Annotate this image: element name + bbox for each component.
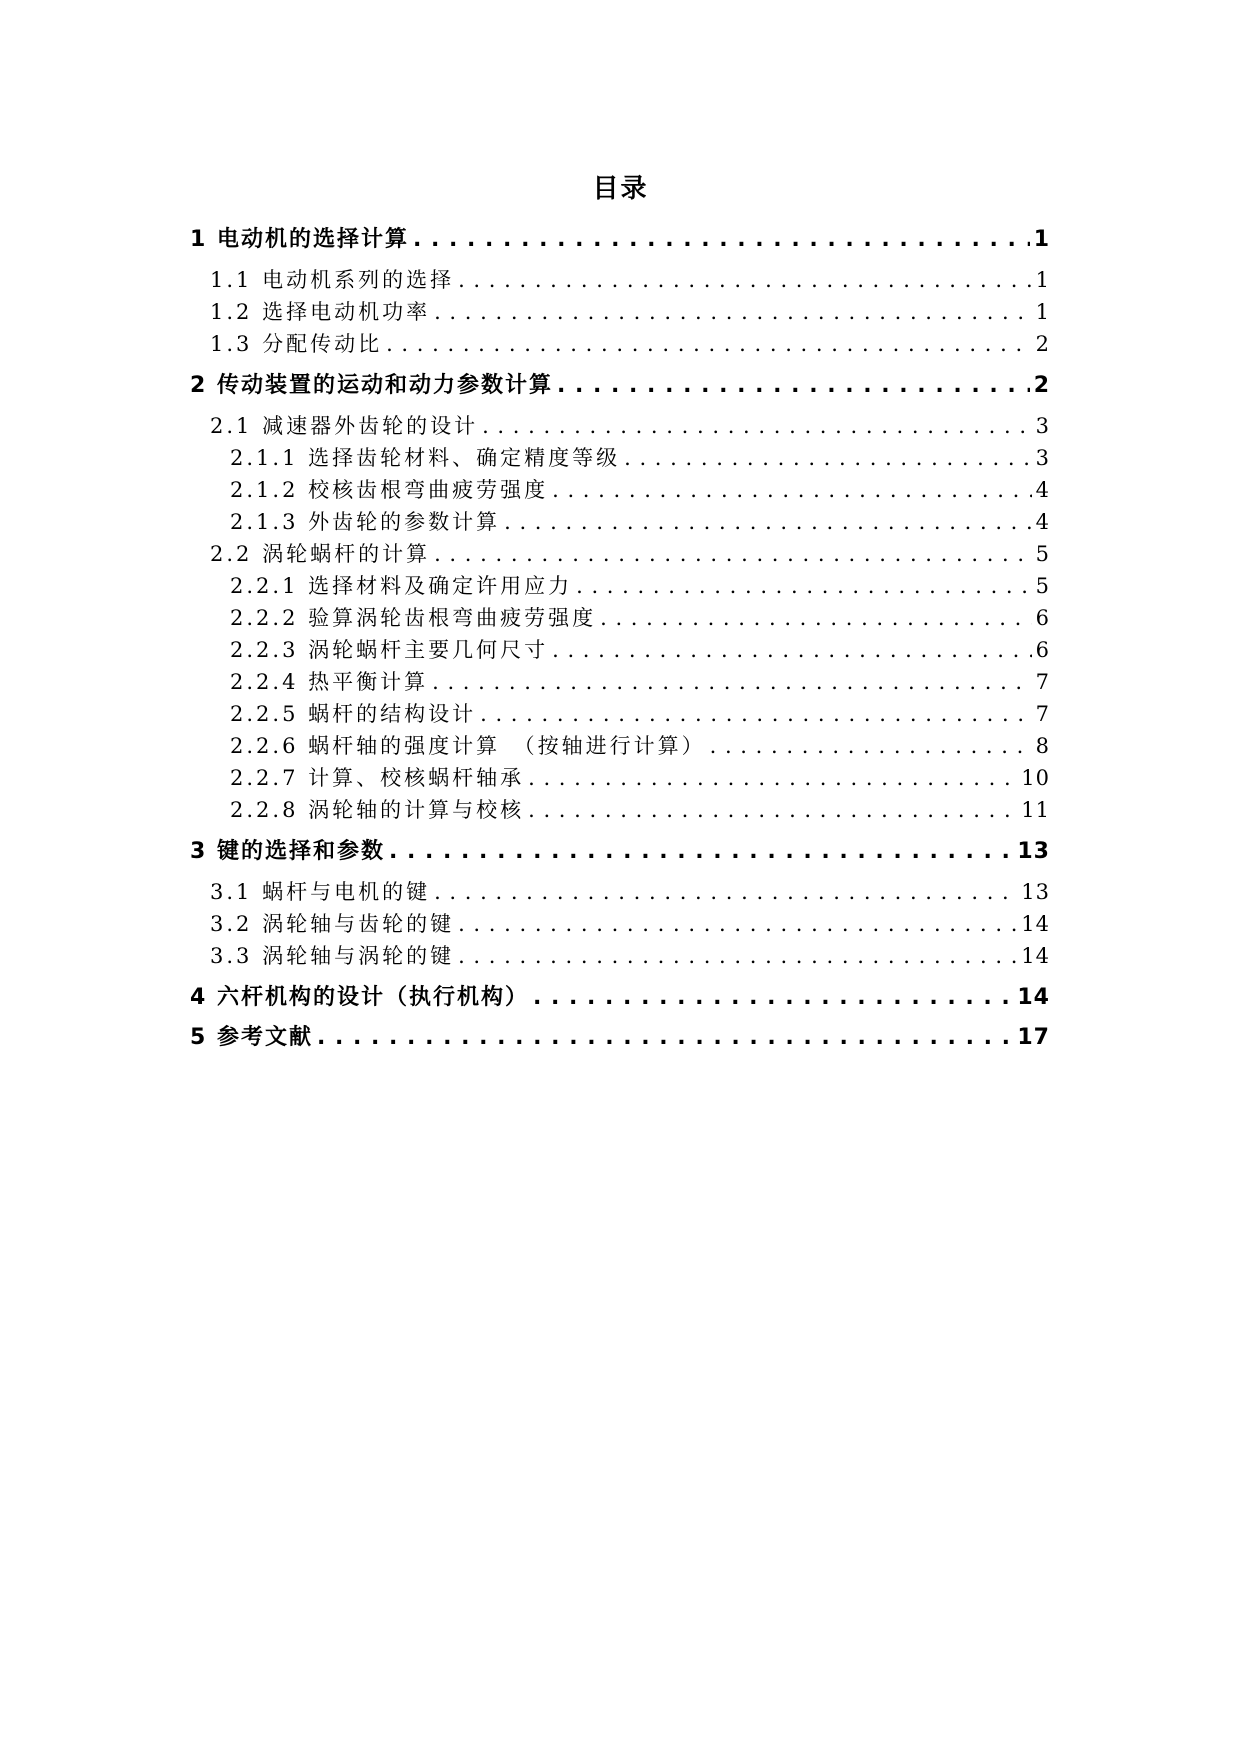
toc-page-number: 4 [1035, 510, 1050, 534]
dot-leader [528, 762, 1017, 794]
toc-entry-label: 3.3 涡轮轴与涡轮的键 [210, 944, 455, 968]
table-of-contents [190, 220, 1050, 1058]
dot-leader [434, 876, 1017, 908]
toc-entry[interactable] [190, 1018, 1050, 1058]
dot-leader [557, 366, 1030, 406]
toc-entry[interactable] [190, 366, 1050, 406]
toc-entry[interactable] [190, 978, 1050, 1018]
toc-page-number: 2 [1035, 332, 1050, 356]
toc-entry-label: 2.2.7 计算、校核蜗杆轴承 [230, 766, 525, 790]
toc-entry[interactable] [190, 908, 1050, 940]
toc-page-number: 3 [1035, 414, 1050, 438]
toc-entry-label: 1 电动机的选择计算 [190, 227, 409, 252]
dot-leader [434, 296, 1032, 328]
toc-entry-label: 1.2 选择电动机功率 [210, 300, 431, 324]
toc-entry-label: 2.2.8 涡轮轴的计算与校核 [230, 798, 525, 822]
toc-entry-label: 2.2 涡轮蜗杆的计算 [210, 542, 431, 566]
toc-entry-label: 3 键的选择和参数 [190, 839, 385, 864]
dot-leader [458, 940, 1017, 972]
toc-entry-label: 2.1.1 选择齿轮材料、确定精度等级 [230, 446, 621, 470]
toc-entry[interactable] [190, 570, 1050, 602]
toc-page-number: 1 [1035, 268, 1050, 292]
toc-page-number: 1 [1033, 227, 1050, 252]
dot-leader [458, 264, 1032, 296]
toc-entry[interactable] [190, 264, 1050, 296]
toc-entry-label: 1.3 分配传动比 [210, 332, 383, 356]
toc-page-number: 7 [1035, 670, 1050, 694]
toc-page-number: 4 [1035, 478, 1050, 502]
toc-page-number: 11 [1021, 798, 1050, 822]
toc-entry[interactable] [190, 666, 1050, 698]
toc-page-number: 5 [1035, 542, 1050, 566]
toc-entry-label: 2.2.5 蜗杆的结构设计 [230, 702, 477, 726]
toc-page-number: 2 [1033, 373, 1050, 398]
toc-page-number: 13 [1017, 839, 1050, 864]
dot-leader [576, 570, 1032, 602]
toc-page-number: 3 [1035, 446, 1050, 470]
toc-entry[interactable] [190, 538, 1050, 570]
dot-leader [317, 1018, 1013, 1058]
toc-entry-label: 2.2.6 蜗杆轴的强度计算 （按轴进行计算） [230, 734, 706, 758]
dot-leader [528, 794, 1017, 826]
toc-page-number: 5 [1035, 574, 1050, 598]
toc-entry[interactable] [190, 410, 1050, 442]
toc-entry-label: 2.2.4 热平衡计算 [230, 670, 429, 694]
dot-leader [600, 602, 1032, 634]
toc-entry[interactable] [190, 634, 1050, 666]
dot-leader [552, 634, 1032, 666]
toc-page-number: 6 [1035, 638, 1050, 662]
toc-entry-label: 2.2.2 验算涡轮齿根弯曲疲劳强度 [230, 606, 597, 630]
toc-entry[interactable] [190, 832, 1050, 872]
toc-entry[interactable] [190, 698, 1050, 730]
dot-leader [480, 698, 1032, 730]
dot-leader [386, 328, 1032, 360]
dot-leader [389, 832, 1013, 872]
toc-entry-label: 3.1 蜗杆与电机的键 [210, 880, 431, 904]
toc-entry[interactable] [190, 506, 1050, 538]
toc-page-number: 6 [1035, 606, 1050, 630]
toc-entry-label: 2.1.3 外齿轮的参数计算 [230, 510, 501, 534]
toc-entry[interactable] [190, 602, 1050, 634]
dot-leader [482, 410, 1032, 442]
toc-entry[interactable] [190, 220, 1050, 260]
toc-entry-label: 1.1 电动机系列的选择 [210, 268, 455, 292]
toc-entry[interactable] [190, 940, 1050, 972]
toc-entry[interactable] [190, 876, 1050, 908]
dot-leader [432, 666, 1032, 698]
toc-page-number: 14 [1021, 912, 1050, 936]
toc-page-number: 7 [1035, 702, 1050, 726]
toc-entry-label: 5 参考文献 [190, 1025, 313, 1050]
toc-entry-label: 2.1 减速器外齿轮的设计 [210, 414, 479, 438]
toc-entry[interactable] [190, 296, 1050, 328]
toc-entry[interactable] [190, 730, 1050, 762]
toc-entry-label: 2.2.1 选择材料及确定许用应力 [230, 574, 573, 598]
dot-leader [624, 442, 1032, 474]
toc-entry-label: 4 六杆机构的设计（执行机构） [190, 985, 529, 1010]
toc-page-number: 17 [1017, 1025, 1050, 1050]
toc-page-number: 13 [1021, 880, 1050, 904]
toc-page-number: 10 [1021, 766, 1050, 790]
dot-leader [533, 978, 1013, 1018]
toc-entry[interactable] [190, 442, 1050, 474]
toc-entry[interactable] [190, 328, 1050, 360]
toc-entry[interactable] [190, 474, 1050, 506]
toc-entry-label: 2 传动装置的运动和动力参数计算 [190, 373, 553, 398]
toc-page-number: 8 [1035, 734, 1050, 758]
dot-leader [413, 220, 1030, 260]
toc-entry[interactable] [190, 762, 1050, 794]
toc-page-number: 14 [1021, 944, 1050, 968]
toc-entry-label: 3.2 涡轮轴与齿轮的键 [210, 912, 455, 936]
dot-leader [504, 506, 1032, 538]
dot-leader [458, 908, 1017, 940]
toc-entry[interactable] [190, 794, 1050, 826]
dot-leader [710, 730, 1032, 762]
toc-entry-label: 2.2.3 涡轮蜗杆主要几何尺寸 [230, 638, 549, 662]
dot-leader [434, 538, 1032, 570]
toc-page-number: 1 [1035, 300, 1050, 324]
dot-leader [552, 474, 1032, 506]
toc-title: 目录 [592, 174, 649, 204]
toc-page-number: 14 [1017, 985, 1050, 1010]
toc-entry-label: 2.1.2 校核齿根弯曲疲劳强度 [230, 478, 549, 502]
